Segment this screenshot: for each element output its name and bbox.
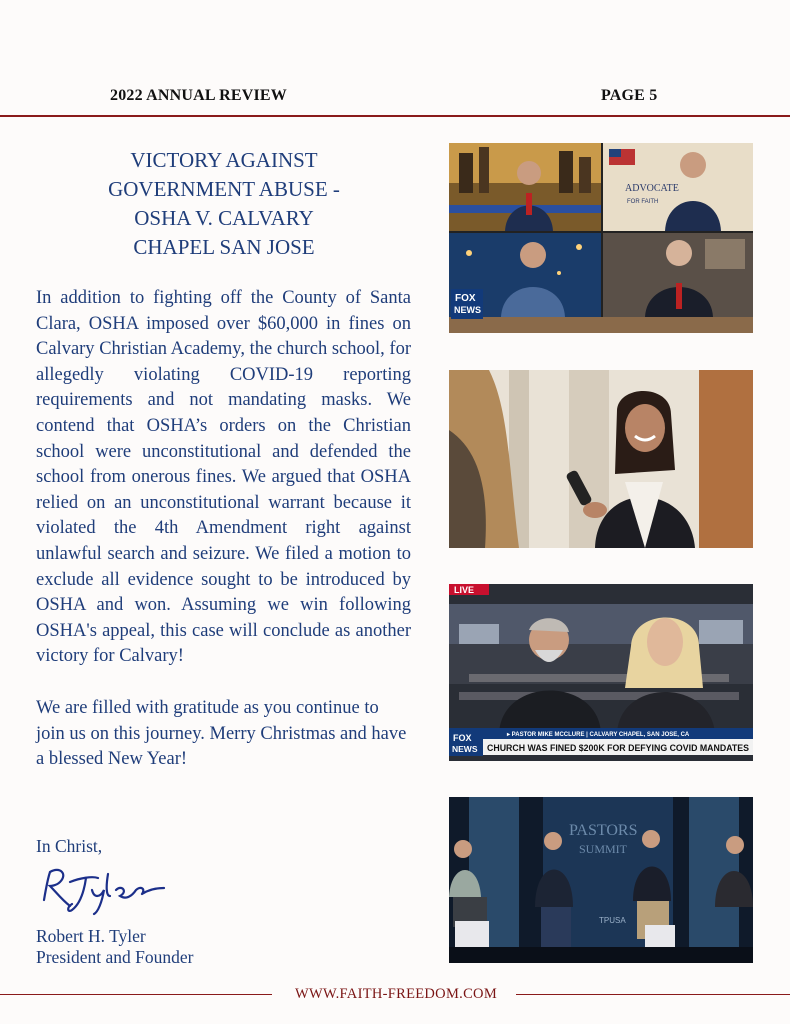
footer-rule-right: [516, 994, 790, 995]
live-badge: LIVE: [454, 585, 475, 595]
fox-logo-line1: FOX: [453, 733, 472, 743]
page-number: PAGE 5: [601, 87, 658, 104]
title-line: OSHA V. CALVARY: [134, 206, 314, 230]
article-body: [36, 286, 411, 773]
backdrop-subtext: FOR FAITH: [627, 199, 659, 205]
fox-news-interview-photo: [449, 143, 753, 333]
review-title: 2022 ANNUAL REVIEW: [110, 87, 287, 104]
stage-sponsor: TPUSA: [599, 916, 626, 925]
body-paragraph: In addition to fighting off the County of Santa Clara, OSHA imposed over $60,000 in fines on Calvary Christian Academy, the church school, for allegedly violating COVID-19 reporting requirements and not mandating masks. We contend that OSHA’s orders on the Christian school were unconstitutional and defended the school from onerous fines. We argued that OSHA relied on an unconstitutional warrant because it violated the 4th Amendment right against unlawful search and seizure. We filed a motion to exclude all evidence sought to be introduced by OSHA and won. Assuming we win following OSHA's appeal, this case will conclude as another victory for Calvary!: [36, 288, 411, 667]
title-line: CHAPEL SAN JOSE: [133, 235, 315, 259]
title-line: VICTORY AGAINST: [130, 148, 318, 172]
signer-role: President and Founder: [36, 947, 194, 967]
stage-subtitle: SUMMIT: [579, 842, 628, 856]
article-title: [40, 146, 408, 262]
stage-title: PASTORS: [569, 822, 638, 839]
signature-image: [36, 862, 186, 918]
website-url[interactable]: WWW.FAITH-FREEDOM.COM: [294, 986, 498, 1002]
fox-news-live-photo: [449, 584, 753, 761]
header-rule: [0, 115, 790, 117]
body-paragraph: We are filled with gratitude as you continue to join us on this journey. Merry Christmas and have a blessed New Year!: [36, 697, 407, 770]
signer-name: Robert H. Tyler: [36, 926, 146, 946]
lower-third-caption: ▸ PASTOR MIKE MCCLURE | CALVARY CHAPEL, SAN JOSE, CA: [507, 732, 690, 738]
footer-rule-left: [0, 994, 272, 995]
fox-logo-line1: FOX: [455, 293, 476, 304]
backdrop-text: ADVOCATE: [625, 183, 679, 194]
closing: In Christ,: [36, 836, 103, 856]
pastors-summit-panel-photo: [449, 797, 753, 963]
interview-microphone-photo: [449, 370, 753, 548]
fox-logo-line2: NEWS: [452, 744, 478, 754]
fox-logo-line2: NEWS: [454, 305, 481, 315]
title-line: GOVERNMENT ABUSE -: [108, 177, 340, 201]
lower-third-headline: CHURCH WAS FINED $200K FOR DEFYING COVID MANDATES: [487, 743, 750, 754]
